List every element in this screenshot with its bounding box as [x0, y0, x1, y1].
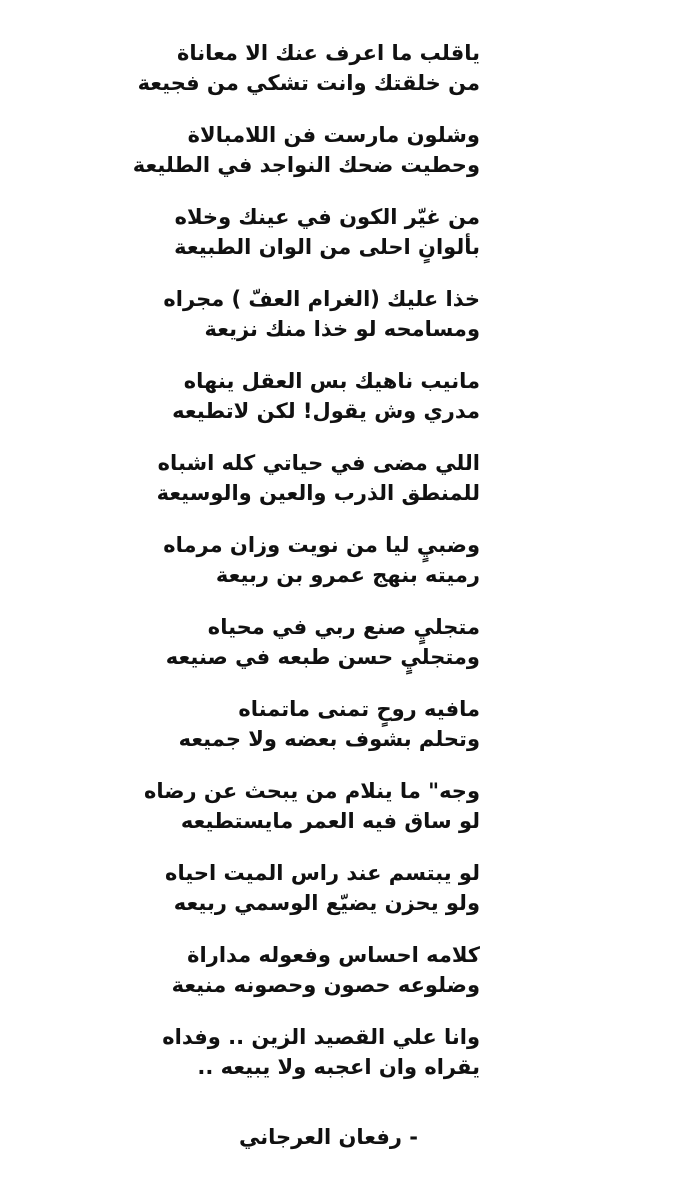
- verse-second-half: من خلقتك وانت تشكي من فجيعة: [137, 71, 480, 95]
- verse-first-half: لو يبتسم عند راس الميت احياه: [165, 861, 480, 885]
- stanza: [0, 940, 675, 1022]
- verse-second-half: وضلوعه حصون وحصونه منيعة: [171, 973, 480, 997]
- verse-first-half: مافيه روحٍ تمنى ماتمناه: [238, 697, 480, 721]
- stanza: [0, 120, 675, 202]
- stanza: [0, 366, 675, 448]
- poet-signature: - رفعان العرجاني: [239, 1125, 418, 1149]
- verse-second-half: مدري وش يقول! لكن لاتطيعه: [172, 399, 480, 423]
- verse-first-half: من غيّر الكون في عينك وخلاه: [174, 205, 480, 229]
- verse-second-half: يقراه وان اعجبه ولا يبيعه ..: [197, 1055, 480, 1079]
- verse-second-half: بألوانٍ احلى من الوان الطبيعة: [174, 235, 480, 259]
- stanza: [0, 38, 675, 120]
- stanza: [0, 858, 675, 940]
- stanza: [0, 448, 675, 530]
- verse-second-half: وحطيت ضحك النواجد في الطليعة: [132, 153, 480, 177]
- verse-second-half: للمنطق الذرب والعين والوسيعة: [156, 481, 480, 505]
- verse-first-half: وانا علي القصيد الزين .. وفداه: [162, 1025, 480, 1049]
- verse-second-half: ومتجليٍ حسن طبعه في صنيعه: [165, 645, 480, 669]
- verse-first-half: اللي مضى في حياتي كله اشباه: [157, 451, 480, 475]
- verse-first-half: كلامه احساس وفعوله مداراة: [187, 943, 480, 967]
- verse-first-half: وضبيٍ ليا من نويت وزان مرماه: [163, 533, 480, 557]
- stanza: [0, 284, 675, 366]
- stanza: [0, 530, 675, 612]
- verse-first-half: وجه" ما ينلام من يبحث عن رضاه: [143, 779, 480, 803]
- verse-first-half: وشلون مارست فن اللامبالاة: [187, 123, 480, 147]
- verse-first-half: مانيب ناهيك بس العقل ينهاه: [183, 369, 480, 393]
- stanza: [0, 694, 675, 776]
- verse-first-half: متجليٍ صنع ربي في محياه: [207, 615, 480, 639]
- stanza: [0, 776, 675, 858]
- poem-body: [0, 38, 675, 1104]
- verse-second-half: ولو يحزن يضيّع الوسمي ربيعه: [173, 891, 480, 915]
- stanza: [0, 1022, 675, 1104]
- verse-first-half: ياقلب ما اعرف عنك الا معاناة: [177, 41, 480, 65]
- verse-second-half: وتحلم بشوف بعضه ولا جميعه: [178, 727, 480, 751]
- verse-second-half: رميته بنهج عمرو بن ربيعة: [215, 563, 480, 587]
- stanza: [0, 612, 675, 694]
- verse-first-half: خذا عليك (الغرام العفّ ) مجراه: [163, 287, 480, 311]
- stanza: [0, 202, 675, 284]
- verse-second-half: لو ساق فيه العمر مايستطيعه: [180, 809, 480, 833]
- verse-second-half: ومسامحه لو خذا منك نزيعة: [204, 317, 480, 341]
